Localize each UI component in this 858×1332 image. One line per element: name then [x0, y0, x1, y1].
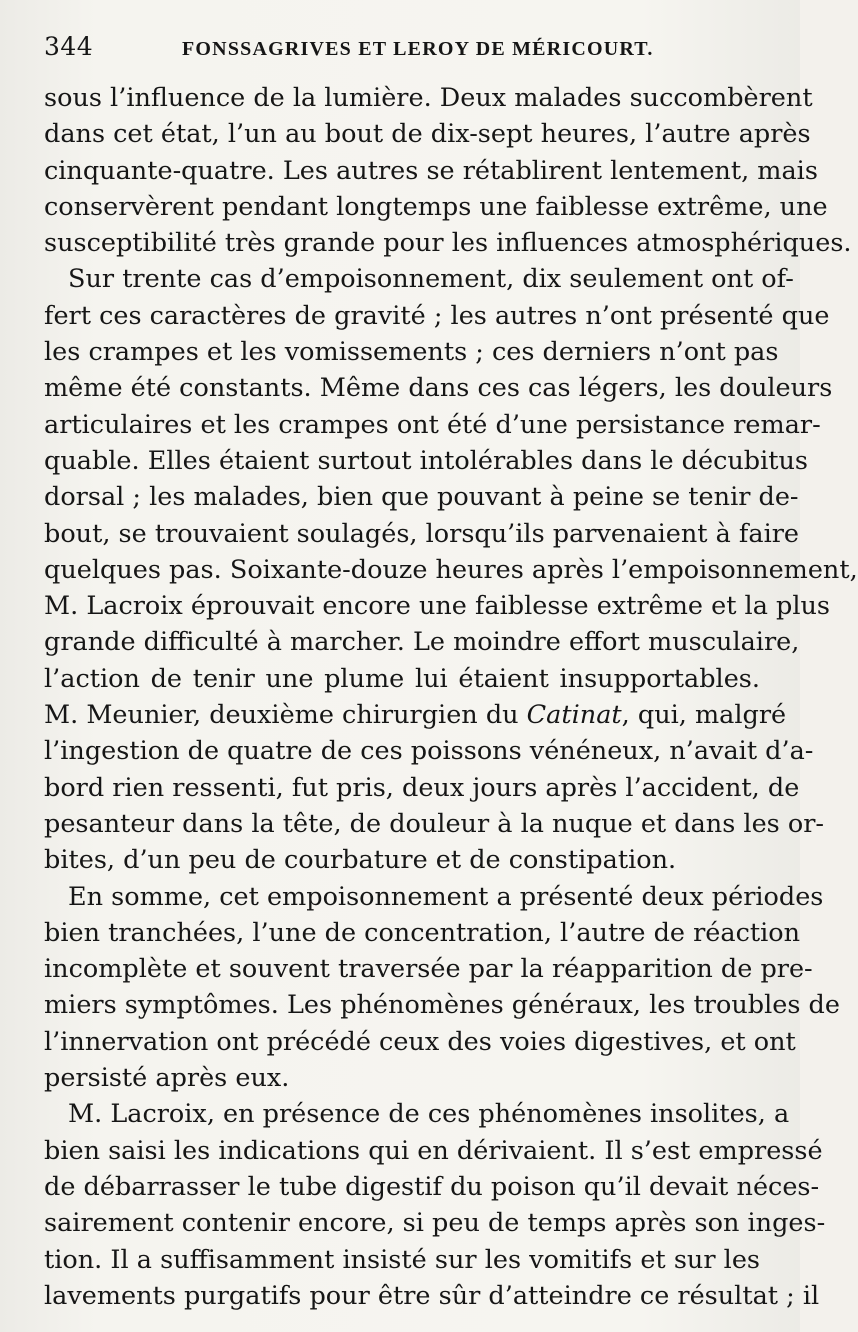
text-line: articulaires et les crampes ont été d’une persistance remar- — [44, 409, 821, 440]
text-line: M. Lacroix, en présence de ces phénomènes insolites, a — [68, 1099, 790, 1130]
page-number: 344 — [44, 32, 94, 61]
text-line: dans cet état, l’un au bout de dix-sept heures, l’autre après — [44, 119, 811, 150]
text-line: dorsal ; les malades, bien que pouvant à peine se tenir de- — [44, 482, 799, 513]
body-text — [44, 80, 858, 1314]
text-line: l’ingestion de quatre de ces poissons vénéneux, n’avait d’a- — [44, 736, 814, 767]
text-line: cinquante-quatre. Les autres se rétablirent lentement, mais — [44, 155, 818, 186]
running-title: FONSSAGRIVES ET LEROY DE MÉRICOURT. — [182, 38, 654, 60]
text-line: En somme, cet empoisonnement a présenté deux périodes — [68, 881, 824, 912]
text-line: quable. Elles étaient surtout intolérables dans le décubitus — [44, 445, 809, 476]
text-line: grande difficulté à marcher. Le moindre effort musculaire, — [44, 627, 800, 658]
text-line: conservèrent pendant longtemps une faiblesse extrême, une — [44, 191, 828, 222]
text-line: de débarrasser le tube digestif du poison qu’il devait néces- — [44, 1171, 820, 1202]
text-line: M. Lacroix éprouvait encore une faiblesse extrême et la plus — [44, 591, 831, 622]
text-line: l’action de tenir une plume lui étaient insupportables. — [44, 663, 760, 694]
text-line: l’innervation ont précédé ceux des voies digestives, et ont — [44, 1026, 796, 1057]
text-line: bites, d’un peu de courbature et de constipation. — [44, 845, 677, 876]
text-line: M. Meunier, deuxième chirurgien du Catinat, qui, malgré — [44, 700, 787, 731]
text-line: susceptibilité très grande pour les influences atmosphériques. — [44, 228, 852, 259]
text-line: sous l’influence de la lumière. Deux malades succombèrent — [44, 83, 813, 113]
italic-ship-name: Catinat — [526, 700, 622, 731]
text-line: Sur trente cas d’empoisonnement, dix seulement ont of- — [68, 264, 794, 295]
text-line: bien tranchées, l’une de concentration, l’autre de réaction — [44, 917, 801, 948]
text-line: bout, se trouvaient soulagés, lorsqu’ils parvenaient à faire — [44, 518, 800, 549]
text-line: même été constants. Même dans ces cas légers, les douleurs — [44, 373, 833, 404]
text-line: les crampes et les vomissements ; ces derniers n’ont pas — [44, 337, 779, 368]
text-line: bord rien ressenti, fut pris, deux jours après l’accident, de — [44, 772, 800, 803]
text-line: persisté après eux. — [44, 1063, 290, 1094]
text-line: sairement contenir encore, si peu de temps après son inges- — [44, 1208, 826, 1239]
text-line: bien saisi les indications qui en dérivaient. Il s’est empressé — [44, 1135, 823, 1166]
text-line: tion. Il a suffisamment insisté sur les vomitifs et sur les — [44, 1244, 760, 1275]
text-line: pesanteur dans la tête, de douleur à la nuque et dans les or- — [44, 808, 825, 839]
text-line: quelques pas. Soixante-douze heures après l’empoisonnement, — [44, 554, 858, 585]
text-line: fert ces caractères de gravité ; les autres n’ont présenté que — [44, 300, 830, 331]
text-line: miers symptômes. Les phénomènes généraux, les troubles de — [44, 990, 840, 1021]
running-head — [44, 32, 760, 76]
text-line: lavements purgatifs pour être sûr d’atteindre ce résultat ; il — [44, 1280, 820, 1311]
text-line: incomplète et souvent traversée par la réapparition de pre- — [44, 954, 813, 985]
